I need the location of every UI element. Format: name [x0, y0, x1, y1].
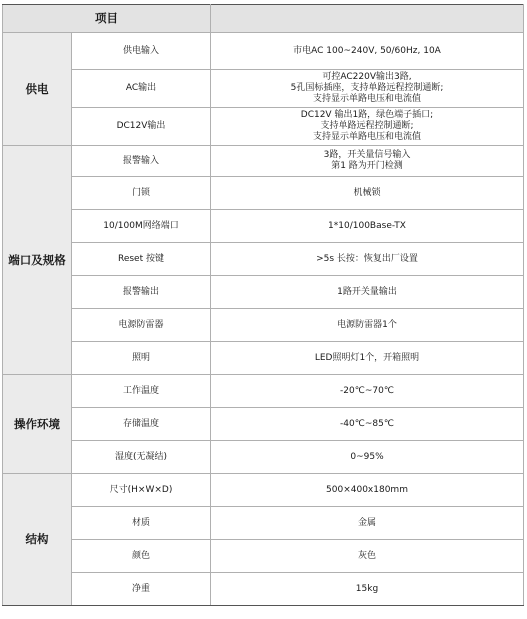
item-label: 湿度(无凝结) [72, 441, 211, 474]
item-value: -40℃~85℃ [211, 408, 524, 441]
table-row [3, 243, 524, 276]
category-structure: 结构 [3, 474, 72, 606]
item-value: 机械锁 [211, 177, 524, 210]
table-row [3, 33, 524, 70]
item-label: 颜色 [72, 540, 211, 573]
item-value: 0~95% [211, 441, 524, 474]
item-value: 500×400x180mm [211, 474, 524, 507]
item-value: 1路开关量输出 [211, 276, 524, 309]
table-row [3, 441, 524, 474]
item-value: LED照明灯1个，开箱照明 [211, 342, 524, 375]
table-row [3, 474, 524, 507]
spec-table [2, 4, 524, 606]
table-row [3, 108, 524, 146]
item-value: 15kg [211, 573, 524, 606]
item-value: 灰色 [211, 540, 524, 573]
item-label: 门锁 [72, 177, 211, 210]
item-label: 工作温度 [72, 375, 211, 408]
category-power: 供电 [3, 33, 72, 146]
item-value: -20℃~70℃ [211, 375, 524, 408]
item-value: DC12V 输出1路，绿色端子插口; 支持单路远程控制通断; 支持显示单路电压和电流值 [211, 108, 524, 146]
item-value: 金属 [211, 507, 524, 540]
item-label: 10/100M网络端口 [72, 210, 211, 243]
item-label: 存储温度 [72, 408, 211, 441]
category-environment: 操作环境 [3, 375, 72, 474]
table-row [3, 540, 524, 573]
item-label: 报警输出 [72, 276, 211, 309]
table-row [3, 573, 524, 606]
table-row [3, 177, 524, 210]
item-label: 供电输入 [72, 33, 211, 70]
header-value-cell [211, 5, 524, 33]
item-label: 尺寸(H×W×D) [72, 474, 211, 507]
table-row [3, 507, 524, 540]
table-row [3, 408, 524, 441]
header-item-cell: 项目 [3, 5, 211, 33]
table-row [3, 309, 524, 342]
item-value: 3路，开关量信号输入 第1 路为开门检测 [211, 146, 524, 177]
table-row [3, 146, 524, 177]
item-label: Reset 按键 [72, 243, 211, 276]
table-row [3, 276, 524, 309]
category-ports: 端口及规格 [3, 146, 72, 375]
item-label: 材质 [72, 507, 211, 540]
item-value: 可控AC220V输出3路, 5孔国标插座，支持单路远程控制通断; 支持显示单路电压和电流值 [211, 70, 524, 108]
table-row [3, 342, 524, 375]
item-label: 电源防雷器 [72, 309, 211, 342]
item-label: AC输出 [72, 70, 211, 108]
header-row [3, 5, 524, 33]
item-label: 照明 [72, 342, 211, 375]
item-value: 电源防雷器1个 [211, 309, 524, 342]
table-row [3, 210, 524, 243]
table-row [3, 375, 524, 408]
item-label: DC12V输出 [72, 108, 211, 146]
item-value: 1*10/100Base-TX [211, 210, 524, 243]
table-row [3, 70, 524, 108]
item-label: 净重 [72, 573, 211, 606]
item-value: 市电AC 100~240V, 50/60Hz, 10A [211, 33, 524, 70]
item-value: >5s 长按：恢复出厂设置 [211, 243, 524, 276]
item-label: 报警输入 [72, 146, 211, 177]
